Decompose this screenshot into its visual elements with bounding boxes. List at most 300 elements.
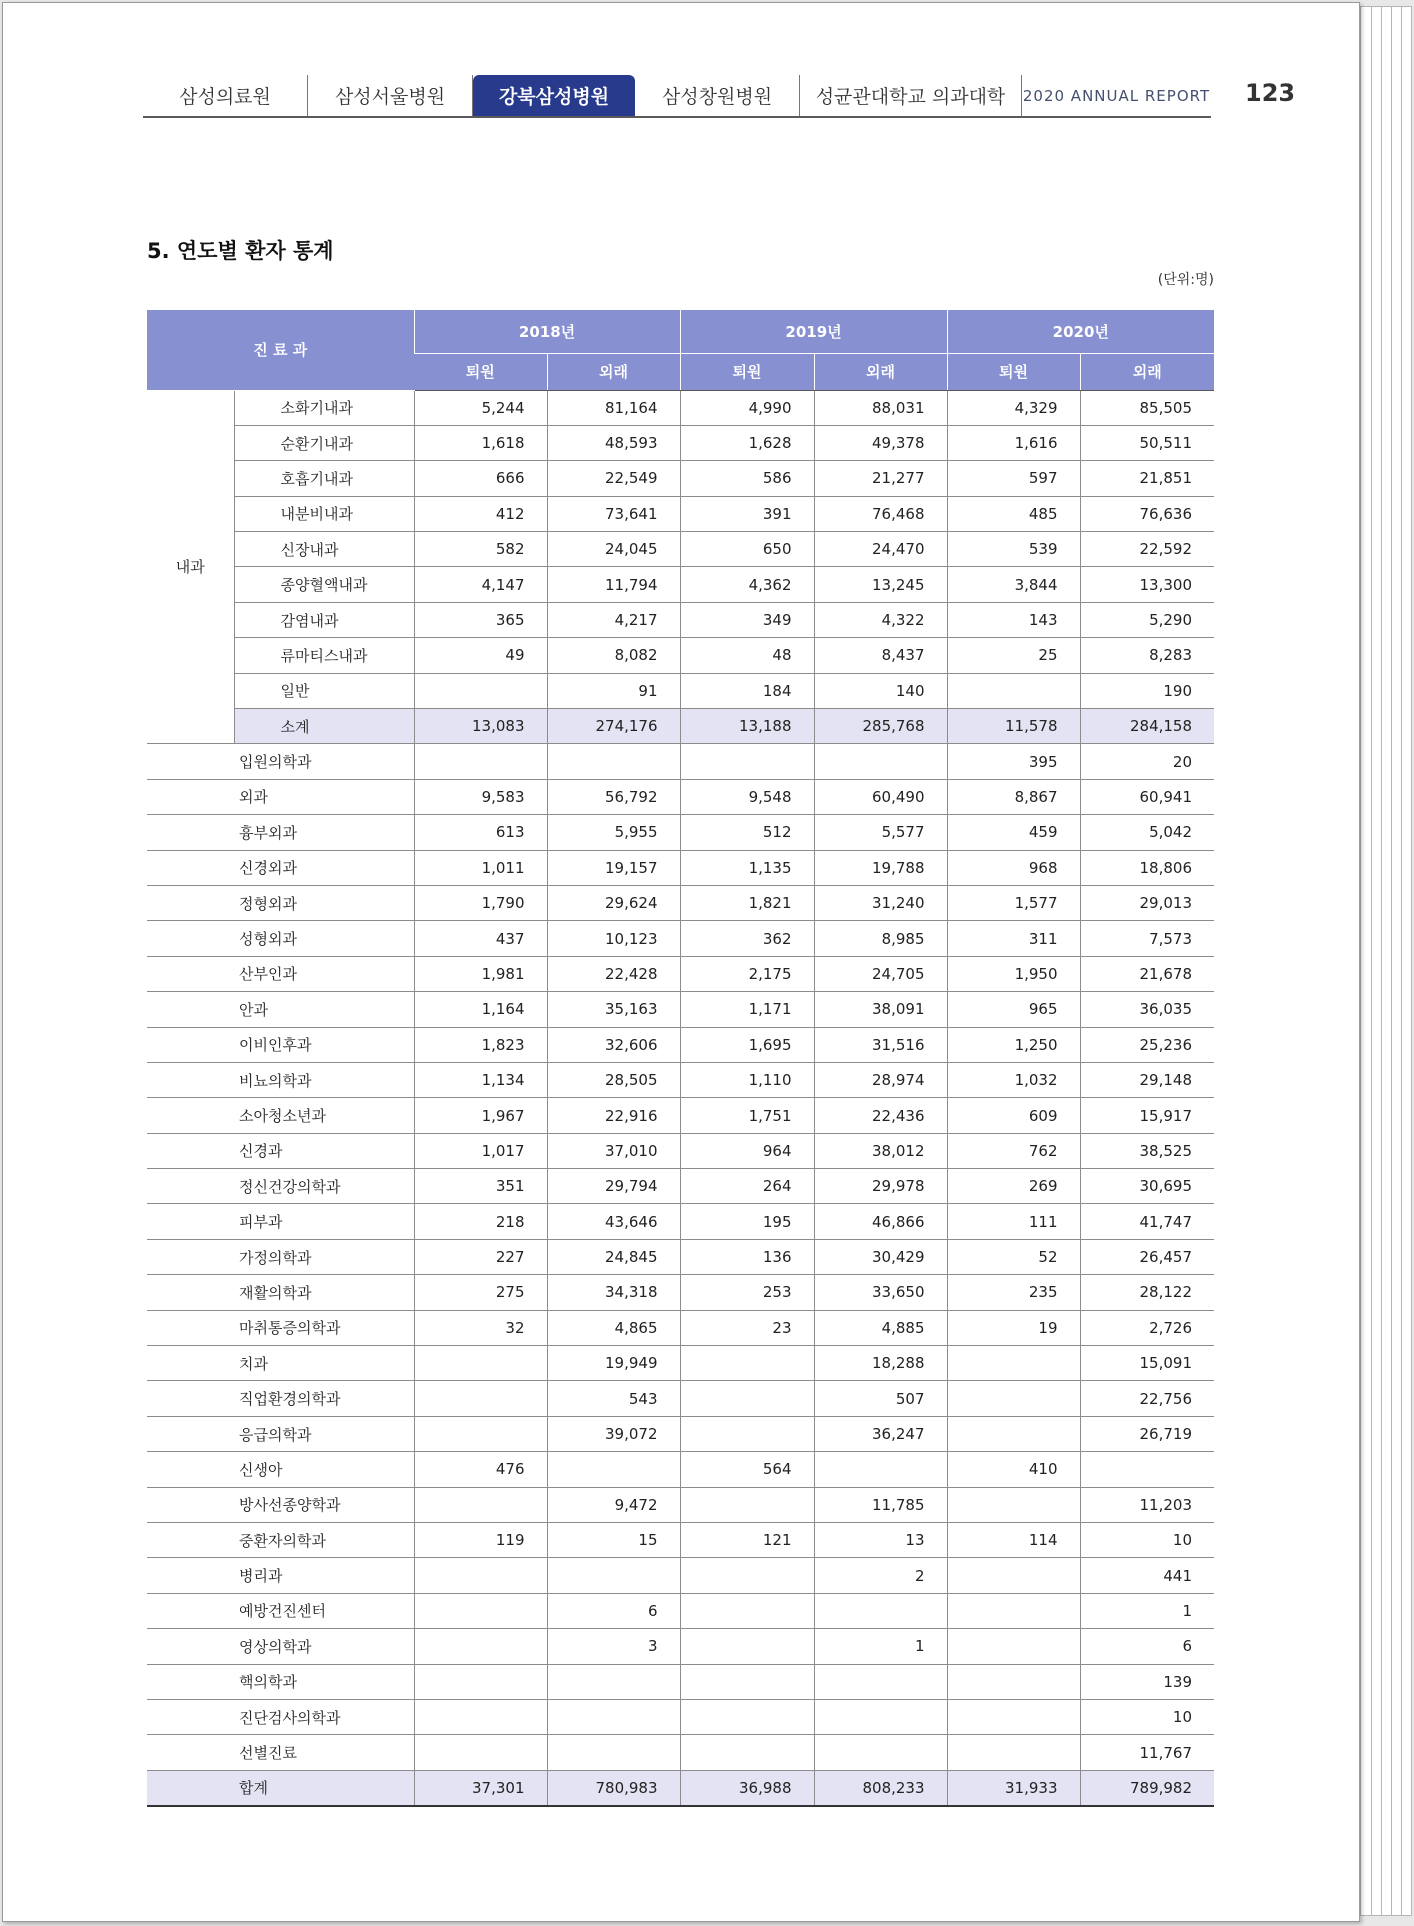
value-cell: 8,283: [1080, 638, 1214, 673]
value-cell: 11,785: [814, 1487, 947, 1522]
value-cell: 9,583: [414, 779, 547, 814]
value-cell: 25,236: [1080, 1027, 1214, 1062]
value-cell: 968: [947, 850, 1080, 885]
value-cell: 190: [1080, 673, 1214, 708]
dept-name: 가정의학과: [147, 1239, 414, 1274]
value-cell: 609: [947, 1098, 1080, 1133]
value-cell: 1,250: [947, 1027, 1080, 1062]
value-cell: 4,217: [547, 602, 680, 637]
subtotal-row: [147, 709, 1214, 744]
value-cell: 412: [414, 496, 547, 531]
table-row: [147, 532, 1214, 567]
value-cell: 60,941: [1080, 779, 1214, 814]
table-row: [147, 425, 1214, 460]
value-cell: 1,981: [414, 956, 547, 991]
table-row: [147, 1169, 1214, 1204]
value-cell: 564: [680, 1452, 814, 1487]
value-cell: [947, 1735, 1080, 1770]
table-row: [147, 1452, 1214, 1487]
value-cell: 24,705: [814, 956, 947, 991]
value-cell: [947, 1699, 1080, 1734]
dept-name: 치과: [147, 1346, 414, 1381]
value-cell: 121: [680, 1523, 814, 1558]
table-row: [147, 1027, 1214, 1062]
dept-name: 마취통증의학과: [147, 1310, 414, 1345]
value-cell: [680, 1735, 814, 1770]
table-row: [147, 1381, 1214, 1416]
value-cell: 37,301: [414, 1770, 547, 1805]
dept-name: 산부인과: [147, 956, 414, 991]
value-cell: 5,244: [414, 390, 547, 425]
table-row: [147, 673, 1214, 708]
nav-tab-skku-medicine[interactable]: 성균관대학교 의과대학: [800, 75, 1022, 116]
value-cell: 4,885: [814, 1310, 947, 1345]
value-cell: 119: [414, 1523, 547, 1558]
value-cell: 49,378: [814, 425, 947, 460]
dept-name: 성형외과: [147, 921, 414, 956]
value-cell: [680, 744, 814, 779]
internal-medicine-group-label: 내과: [147, 390, 234, 744]
value-cell: 23: [680, 1310, 814, 1345]
value-cell: 22,756: [1080, 1381, 1214, 1416]
value-cell: 48,593: [547, 425, 680, 460]
value-cell: 49: [414, 638, 547, 673]
value-cell: 10: [1080, 1523, 1214, 1558]
value-cell: 38,525: [1080, 1133, 1214, 1168]
value-cell: [947, 673, 1080, 708]
value-cell: 52: [947, 1239, 1080, 1274]
value-cell: 29,624: [547, 885, 680, 920]
value-cell: 1,751: [680, 1098, 814, 1133]
unit-note: (단위:명): [1157, 272, 1214, 288]
dept-name: 피부과: [147, 1204, 414, 1239]
table-row: [147, 1346, 1214, 1381]
outpatient-header: 외래: [547, 353, 680, 390]
table-row: [147, 1239, 1214, 1274]
value-cell: [414, 673, 547, 708]
value-cell: 50,511: [1080, 425, 1214, 460]
value-cell: 39,072: [547, 1416, 680, 1451]
dept-name: 소계: [234, 709, 414, 744]
value-cell: [414, 1699, 547, 1734]
value-cell: 34,318: [547, 1275, 680, 1310]
value-cell: 22,436: [814, 1098, 947, 1133]
value-cell: 88,031: [814, 390, 947, 425]
value-cell: 1,134: [414, 1062, 547, 1097]
dept-name: 선별진료: [147, 1735, 414, 1770]
page-number: 123: [1245, 79, 1296, 107]
value-cell: 31,240: [814, 885, 947, 920]
value-cell: 410: [947, 1452, 1080, 1487]
value-cell: 539: [947, 532, 1080, 567]
table-row: [147, 992, 1214, 1027]
dept-name: 예방건진센터: [147, 1593, 414, 1628]
value-cell: 28,122: [1080, 1275, 1214, 1310]
dept-name: 신경과: [147, 1133, 414, 1168]
value-cell: 8,867: [947, 779, 1080, 814]
value-cell: 13,300: [1080, 567, 1214, 602]
dept-name: 정형외과: [147, 885, 414, 920]
value-cell: [814, 1452, 947, 1487]
value-cell: 351: [414, 1169, 547, 1204]
value-cell: 21,851: [1080, 461, 1214, 496]
value-cell: [947, 1381, 1080, 1416]
value-cell: [947, 1346, 1080, 1381]
table-row: [147, 1664, 1214, 1699]
table-row: [147, 815, 1214, 850]
table-row: [147, 1699, 1214, 1734]
year-header-2019: 2019년: [680, 310, 947, 353]
value-cell: [947, 1416, 1080, 1451]
value-cell: 13,083: [414, 709, 547, 744]
value-cell: 13,245: [814, 567, 947, 602]
value-cell: 184: [680, 673, 814, 708]
value-cell: 37,010: [547, 1133, 680, 1168]
dept-name: 신경외과: [147, 850, 414, 885]
table-row: [147, 921, 1214, 956]
value-cell: 235: [947, 1275, 1080, 1310]
value-cell: 28,505: [547, 1062, 680, 1097]
value-cell: 264: [680, 1169, 814, 1204]
value-cell: 218: [414, 1204, 547, 1239]
dept-name: 호흡기내과: [234, 461, 414, 496]
discharge-header: 퇴원: [414, 353, 547, 390]
value-cell: 22,916: [547, 1098, 680, 1133]
nav-tab-samsung-medical-center[interactable]: 삼성의료원: [143, 75, 308, 116]
table-row: [147, 850, 1214, 885]
value-cell: 11,794: [547, 567, 680, 602]
outpatient-header: 외래: [814, 353, 947, 390]
value-cell: [680, 1416, 814, 1451]
dept-name: 외과: [147, 779, 414, 814]
table-row: [147, 1098, 1214, 1133]
value-cell: 1,135: [680, 850, 814, 885]
value-cell: 20: [1080, 744, 1214, 779]
value-cell: 60,490: [814, 779, 947, 814]
value-cell: 362: [680, 921, 814, 956]
value-cell: 13,188: [680, 709, 814, 744]
value-cell: [947, 1487, 1080, 1522]
value-cell: 21,678: [1080, 956, 1214, 991]
value-cell: 46,866: [814, 1204, 947, 1239]
value-cell: 35,163: [547, 992, 680, 1027]
value-cell: 30,695: [1080, 1169, 1214, 1204]
table-row: [147, 390, 1214, 425]
value-cell: 31,516: [814, 1027, 947, 1062]
value-cell: [547, 1664, 680, 1699]
value-cell: [814, 744, 947, 779]
annual-report-label: 2020 ANNUAL REPORT: [1022, 86, 1211, 105]
nav-tab-samsung-changwon-hospital[interactable]: 삼성창원병원: [635, 75, 800, 116]
value-cell: 5,955: [547, 815, 680, 850]
value-cell: 25: [947, 638, 1080, 673]
value-cell: 22,549: [547, 461, 680, 496]
value-cell: 38,091: [814, 992, 947, 1027]
value-cell: 459: [947, 815, 1080, 850]
value-cell: 19: [947, 1310, 1080, 1345]
value-cell: 32,606: [547, 1027, 680, 1062]
value-cell: 1,164: [414, 992, 547, 1027]
value-cell: 227: [414, 1239, 547, 1274]
value-cell: 1: [1080, 1593, 1214, 1628]
dept-name: 이비인후과: [147, 1027, 414, 1062]
value-cell: 650: [680, 532, 814, 567]
value-cell: 2,726: [1080, 1310, 1214, 1345]
value-cell: 5,577: [814, 815, 947, 850]
value-cell: 11,578: [947, 709, 1080, 744]
table-row: [147, 1133, 1214, 1168]
value-cell: [680, 1629, 814, 1664]
value-cell: [547, 1558, 680, 1593]
dept-name: 병리과: [147, 1558, 414, 1593]
table-row: [147, 1629, 1214, 1664]
value-cell: 140: [814, 673, 947, 708]
value-cell: 597: [947, 461, 1080, 496]
value-cell: 36,035: [1080, 992, 1214, 1027]
value-cell: 666: [414, 461, 547, 496]
value-cell: 4,990: [680, 390, 814, 425]
value-cell: [947, 1664, 1080, 1699]
value-cell: 1,017: [414, 1133, 547, 1168]
value-cell: 31,933: [947, 1770, 1080, 1805]
table-row: [147, 638, 1214, 673]
value-cell: [947, 1629, 1080, 1664]
value-cell: 26,719: [1080, 1416, 1214, 1451]
value-cell: 13: [814, 1523, 947, 1558]
dept-name: 비뇨의학과: [147, 1062, 414, 1097]
value-cell: 274,176: [547, 709, 680, 744]
dept-header: 진 료 과: [147, 310, 414, 390]
value-cell: 1,628: [680, 425, 814, 460]
value-cell: 29,978: [814, 1169, 947, 1204]
value-cell: 5,290: [1080, 602, 1214, 637]
value-cell: 8,437: [814, 638, 947, 673]
table-row: [147, 885, 1214, 920]
value-cell: 139: [1080, 1664, 1214, 1699]
header-nav: [143, 75, 1211, 118]
value-cell: 24,045: [547, 532, 680, 567]
value-cell: 964: [680, 1133, 814, 1168]
value-cell: 22,592: [1080, 532, 1214, 567]
value-cell: 1,823: [414, 1027, 547, 1062]
value-cell: 48: [680, 638, 814, 673]
value-cell: [414, 1558, 547, 1593]
value-cell: [414, 1593, 547, 1628]
value-cell: [947, 1593, 1080, 1628]
value-cell: [547, 1735, 680, 1770]
dept-name: 안과: [147, 992, 414, 1027]
value-cell: 22,428: [547, 956, 680, 991]
value-cell: 32: [414, 1310, 547, 1345]
value-cell: 1,110: [680, 1062, 814, 1097]
nav-tab-kangbuk-samsung-hospital[interactable]: 강북삼성병원: [473, 75, 635, 116]
nav-tab-samsung-seoul-hospital[interactable]: 삼성서울병원: [308, 75, 473, 116]
table-row: [147, 1310, 1214, 1345]
dept-name: 내분비내과: [234, 496, 414, 531]
table-row: [147, 1523, 1214, 1558]
value-cell: 10: [1080, 1699, 1214, 1734]
value-cell: 2: [814, 1558, 947, 1593]
value-cell: 1,950: [947, 956, 1080, 991]
value-cell: 253: [680, 1275, 814, 1310]
value-cell: 476: [414, 1452, 547, 1487]
value-cell: 1,821: [680, 885, 814, 920]
value-cell: [547, 1699, 680, 1734]
value-cell: [414, 1629, 547, 1664]
dept-name: 방사선종양학과: [147, 1487, 414, 1522]
value-cell: 285,768: [814, 709, 947, 744]
value-cell: 73,641: [547, 496, 680, 531]
total-row: [147, 1770, 1214, 1805]
value-cell: 1,577: [947, 885, 1080, 920]
value-cell: 136: [680, 1239, 814, 1274]
value-cell: 780,983: [547, 1770, 680, 1805]
value-cell: 543: [547, 1381, 680, 1416]
value-cell: [680, 1664, 814, 1699]
value-cell: 311: [947, 921, 1080, 956]
value-cell: 441: [1080, 1558, 1214, 1593]
dept-name: 순환기내과: [234, 425, 414, 460]
value-cell: 29,013: [1080, 885, 1214, 920]
value-cell: 485: [947, 496, 1080, 531]
value-cell: 6: [547, 1593, 680, 1628]
value-cell: 33,650: [814, 1275, 947, 1310]
value-cell: 1,790: [414, 885, 547, 920]
value-cell: [814, 1735, 947, 1770]
value-cell: [947, 1558, 1080, 1593]
value-cell: 28,974: [814, 1062, 947, 1097]
value-cell: [814, 1593, 947, 1628]
value-cell: 284,158: [1080, 709, 1214, 744]
value-cell: 15,917: [1080, 1098, 1214, 1133]
table-row: [147, 1558, 1214, 1593]
value-cell: 1,618: [414, 425, 547, 460]
value-cell: 582: [414, 532, 547, 567]
value-cell: 349: [680, 602, 814, 637]
value-cell: [680, 1346, 814, 1381]
value-cell: 789,982: [1080, 1770, 1214, 1805]
report-page: [2, 2, 1360, 1922]
year-header-2018: 2018년: [414, 310, 680, 353]
value-cell: [414, 1664, 547, 1699]
value-cell: 965: [947, 992, 1080, 1027]
value-cell: 4,362: [680, 567, 814, 602]
value-cell: [680, 1593, 814, 1628]
value-cell: 41,747: [1080, 1204, 1214, 1239]
dept-name: 신생아: [147, 1452, 414, 1487]
table-row: [147, 1062, 1214, 1097]
value-cell: 76,468: [814, 496, 947, 531]
value-cell: 1,032: [947, 1062, 1080, 1097]
value-cell: 11,767: [1080, 1735, 1214, 1770]
value-cell: [547, 744, 680, 779]
discharge-header: 퇴원: [680, 353, 814, 390]
dept-name: 진단검사의학과: [147, 1699, 414, 1734]
value-cell: 43,646: [547, 1204, 680, 1239]
patient-stats-table: [147, 310, 1214, 1807]
value-cell: 3: [547, 1629, 680, 1664]
table-row: [147, 744, 1214, 779]
value-cell: 9,472: [547, 1487, 680, 1522]
table-row: [147, 779, 1214, 814]
value-cell: 1,695: [680, 1027, 814, 1062]
value-cell: 38,012: [814, 1133, 947, 1168]
value-cell: [680, 1381, 814, 1416]
dept-name: 재활의학과: [147, 1275, 414, 1310]
value-cell: 1,011: [414, 850, 547, 885]
value-cell: 762: [947, 1133, 1080, 1168]
value-cell: [414, 744, 547, 779]
dept-name: 직업환경의학과: [147, 1381, 414, 1416]
dept-name: 감염내과: [234, 602, 414, 637]
section-title: 5. 연도별 환자 통계: [147, 239, 334, 263]
value-cell: 365: [414, 602, 547, 637]
dept-name: 핵의학과: [147, 1664, 414, 1699]
value-cell: 7,573: [1080, 921, 1214, 956]
value-cell: 507: [814, 1381, 947, 1416]
value-cell: 808,233: [814, 1770, 947, 1805]
value-cell: 36,988: [680, 1770, 814, 1805]
value-cell: 15: [547, 1523, 680, 1558]
dept-name: 신장내과: [234, 532, 414, 567]
dept-name: 영상의학과: [147, 1629, 414, 1664]
value-cell: [414, 1346, 547, 1381]
total-label: 합계: [147, 1770, 414, 1805]
value-cell: [814, 1699, 947, 1734]
value-cell: 4,865: [547, 1310, 680, 1345]
value-cell: 195: [680, 1204, 814, 1239]
value-cell: 18,288: [814, 1346, 947, 1381]
value-cell: 114: [947, 1523, 1080, 1558]
table-row: [147, 1593, 1214, 1628]
value-cell: 437: [414, 921, 547, 956]
value-cell: 36,247: [814, 1416, 947, 1451]
table-row: [147, 602, 1214, 637]
value-cell: 81,164: [547, 390, 680, 425]
value-cell: 1,171: [680, 992, 814, 1027]
value-cell: [414, 1416, 547, 1451]
outpatient-header: 외래: [1080, 353, 1214, 390]
value-cell: 6: [1080, 1629, 1214, 1664]
value-cell: 56,792: [547, 779, 680, 814]
value-cell: 19,949: [547, 1346, 680, 1381]
value-cell: 11,203: [1080, 1487, 1214, 1522]
year-header-2020: 2020년: [947, 310, 1214, 353]
value-cell: 2,175: [680, 956, 814, 991]
value-cell: 24,470: [814, 532, 947, 567]
value-cell: 19,788: [814, 850, 947, 885]
value-cell: [680, 1558, 814, 1593]
value-cell: 391: [680, 496, 814, 531]
dept-name: 소아청소년과: [147, 1098, 414, 1133]
value-cell: 21,277: [814, 461, 947, 496]
table-row: [147, 1275, 1214, 1310]
value-cell: [414, 1487, 547, 1522]
table-row: [147, 1204, 1214, 1239]
dept-name: 소화기내과: [234, 390, 414, 425]
dept-name: 일반: [234, 673, 414, 708]
value-cell: 29,794: [547, 1169, 680, 1204]
value-cell: 91: [547, 673, 680, 708]
dept-name: 흉부외과: [147, 815, 414, 850]
value-cell: 76,636: [1080, 496, 1214, 531]
table-row: [147, 1416, 1214, 1451]
value-cell: 8,985: [814, 921, 947, 956]
value-cell: 4,322: [814, 602, 947, 637]
value-cell: 29,148: [1080, 1062, 1214, 1097]
value-cell: 111: [947, 1204, 1080, 1239]
value-cell: 395: [947, 744, 1080, 779]
